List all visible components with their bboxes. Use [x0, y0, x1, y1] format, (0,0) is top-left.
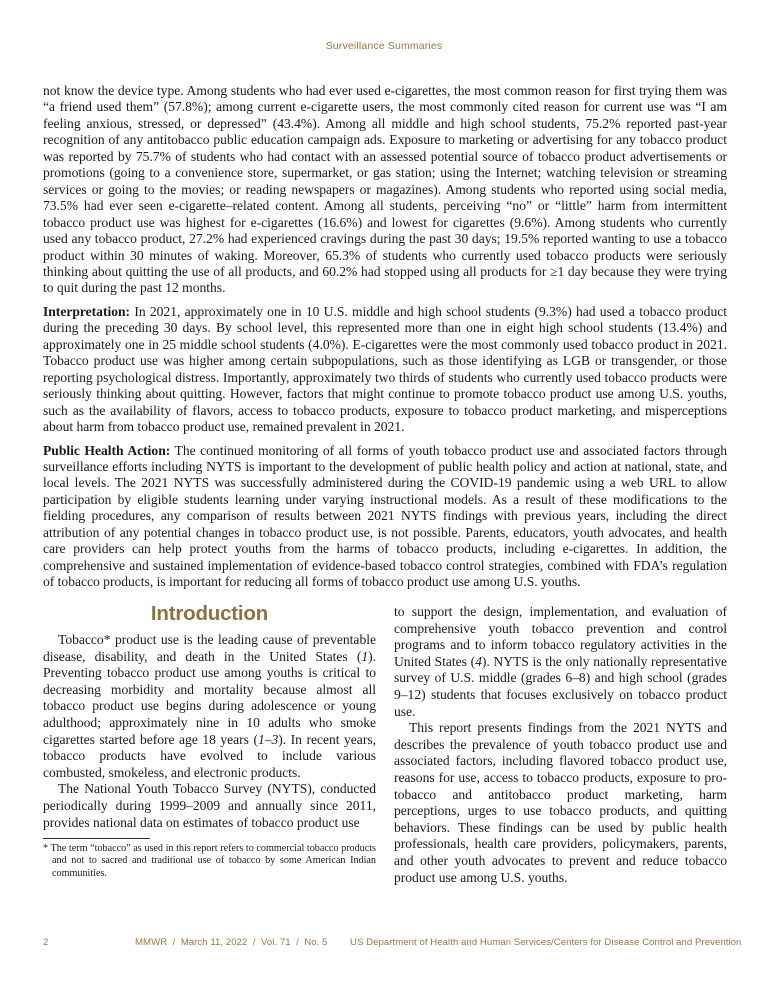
- running-head: Surveillance Summaries: [325, 40, 443, 52]
- introduction-left-column: [43, 632, 376, 831]
- interpretation-text: In 2021, approximately one in 10 U.S. middle and high school students (9.3%) had used a tobacco product during the preceding 30 days. By school level, this represented more than one in eight high school students (13.4%) and approximately one in 25 middle school students (4.0%). E-cigarettes were the most commonly used tobacco product in 2021. Tobacco product use was higher among certain subpopulations, such as those identifying as LGB or transgender, or those reporting psychological distress. Importantly, approximately two thirds of students who currently used tobacco products were seriously thinking about quitting. However, factors that might continue to promote tobacco product use among U.S. youths, such as the availability of flavors, access to tobacco products, exposure to tobacco product marketing, and misperceptions about harm from tobacco product use, remained prevalent in 2021.: [43, 303, 727, 435]
- interpretation-label: Interpretation:: [43, 303, 131, 319]
- reference-citation-4: 4: [475, 653, 482, 669]
- intro-left-paragraph-2: The National Youth Tobacco Survey (NYTS), conducted periodically during 1999–2009 and annually since 2011, provides national data on estimates of tobacco product use: [43, 781, 376, 830]
- abstract-section: [43, 83, 727, 591]
- footer-page-number: 2: [43, 937, 49, 948]
- intro-right-p1-part-b: ). NYTS is the only nationally representative survey of U.S. middle (grades 6–8) and high school (grades 9–12) students that focuses exclusively on tobacco product use.: [394, 653, 727, 719]
- reference-citation-1: 1: [361, 648, 369, 664]
- public-health-action-label: Public Health Action:: [43, 442, 171, 458]
- abstract-paragraph-continuation: not know the device type. Among students who had ever used e-cigarettes, the most common reason for first trying them was “a friend used them” (57.8%); among current e-cigarette users, the most commonly cited reason for current use was “I am feeling anxious, stressed, or depressed” (43.4%). Among all middle and high school students, 75.2% reported past-year recognition of any antitobacco public education campaign ads. Exposure to marketing or advertising for any tobacco product was reported by 75.7% of students who had contact with an assessed potential source of tobacco product advertisements or promotions (going to a convenience store, supermarket, or gas station; using the Internet; watching television or streaming services or going to the movies; or reading newspapers or magazines). Among students who reported using social media, 73.5% had ever seen e-cigarette–related content. Among all students, perceiving “no” or “little” harm from intermittent tobacco product use was highest for e-cigarettes (16.6%) and lowest for cigarettes (9.6%). Among students who currently used any tobacco product, 27.2% had experienced cravings during the past 30 days; 19.5% reported wanting to use a tobacco product within 30 minutes of waking. Moreover, 65.3% of students who currently used tobacco products were seriously thinking about quitting the use of all products, and 60.2% had stopped using all products for ≥1 day because they were trying to quit during the past 12 months.: [43, 83, 727, 296]
- footnote-block: [43, 838, 376, 880]
- intro-right-p1-part-a: to support the design, implementation, and evaluation of comprehensive youth tobacco prevention and control programs and to inform tobacco regulatory activities in the United States (: [394, 604, 727, 669]
- footer-agency-name: US Department of Health and Human Services/Centers for Disease Control and Prevention: [350, 937, 742, 948]
- page-footer: [43, 937, 742, 953]
- footnote-text: * The term “tobacco” as used in this report refers to commercial tobacco products and not to sacred and traditional use of tobacco by some American Indian communities.: [43, 843, 376, 879]
- public-health-action-text: The continued monitoring of all forms of youth tobacco product use and associated factors through surveillance efforts including NYTS is important to the development of public health policy and action at national, state, and local levels. The 2021 NYTS was successfully administered during the COVID-19 pandemic using a web URL to allow participation by eligible students learning under varying instructional models. As a result of these modifications to the fielding procedures, any comparison of results between 2021 NYTS findings with previous years, including the direct attribution of any potential changes in tobacco product use, is not possible. Parents, educators, youth advocates, and health care providers can help protect youths from the harms of tobacco products, including e-cigarettes. In addition, the comprehensive and sustained implementation of evidence-based tobacco control strategies, combined with FDA’s regulation of tobacco products, is important for reducing all forms of tobacco product use among U.S. youths.: [43, 442, 727, 590]
- intro-left-paragraph-1: [43, 632, 376, 781]
- abstract-paragraph-interpretation: [43, 304, 727, 436]
- reference-citation-1-3: 1–3: [257, 731, 279, 747]
- footer-issue-info: MMWR / March 11, 2022 / Vol. 71 / No. 5: [135, 937, 328, 948]
- intro-left-p1-part-a: Tobacco* product use is the leading cause of preventable disease, disability, and death in the United States (: [43, 632, 376, 664]
- section-heading-introduction: Introduction: [150, 602, 269, 625]
- intro-left-p1-part-c: ). In recent years, tobacco products have evolved to include various combusted, smokeless, and electronic products.: [43, 731, 376, 780]
- intro-right-paragraph-2: This report presents findings from the 2021 NYTS and describes the prevalence of youth tobacco product use and associated factors, including flavored tobacco product use, reasons for use, access to tobacco products, exposure to pro-tobacco and antitobacco product marketing, harm perceptions, urges to use tobacco products, and quitting behaviors. These findings can be used by public health professionals, health care providers, policymakers, parents, and other youth advocates to prevent and reduce tobacco product use among U.S. youths.: [394, 720, 727, 885]
- introduction-right-column: [394, 604, 727, 886]
- abstract-paragraph-public-health-action: [43, 443, 727, 591]
- footnote-divider: [43, 838, 150, 839]
- intro-left-p1-part-b: ). Preventing tobacco product use among youths is critical to decreasing morbidity and mortality because almost all tobacco product use begins during adolescence or young adulthood; approximately nine in 10 adults who smoke cigarettes started before age 18 years (: [43, 648, 376, 747]
- intro-right-paragraph-1: [394, 604, 727, 720]
